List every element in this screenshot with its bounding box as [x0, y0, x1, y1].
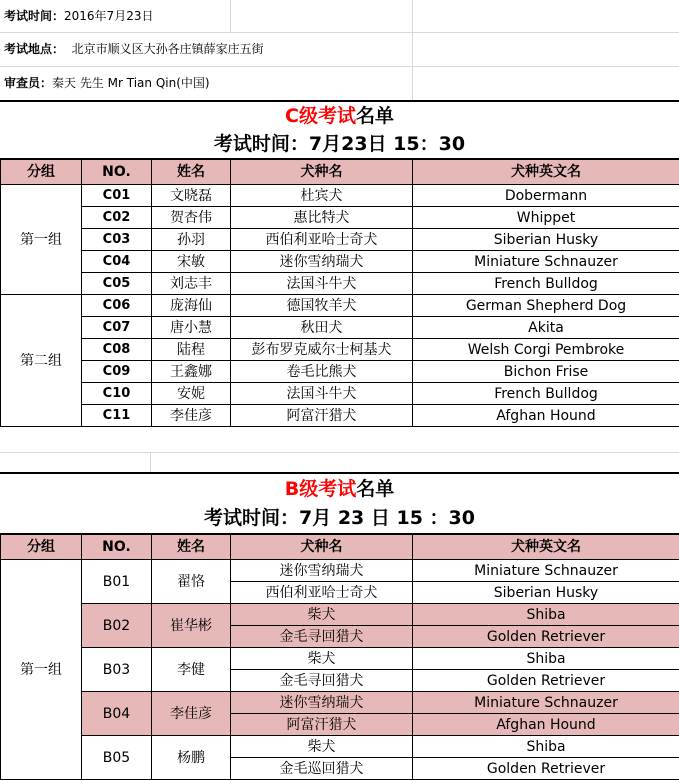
- table-row: [1, 405, 679, 427]
- breed-cell[interactable]: 德国牧羊犬: [231, 295, 413, 317]
- b-exam-time[interactable]: 考试时间：7月 23 日 15 ：30: [0, 502, 679, 534]
- name-cell[interactable]: 贺杏伟: [152, 207, 231, 229]
- no-cell[interactable]: C09: [82, 361, 152, 383]
- breed-cell[interactable]: 卷毛比熊犬: [231, 361, 413, 383]
- breed-header[interactable]: 犬种名: [231, 160, 413, 185]
- group-cell[interactable]: 第一组: [1, 560, 82, 780]
- breed-en-header[interactable]: 犬种英文名: [413, 160, 679, 185]
- table-row: [1, 185, 679, 207]
- breed-cell[interactable]: 彭布罗克威尔士柯基犬: [231, 339, 413, 361]
- breed-en-cell[interactable]: Miniature Schnauzer: [413, 560, 679, 582]
- name-cell[interactable]: 庞海仙: [152, 295, 231, 317]
- breed-cell[interactable]: 法国斗牛犬: [231, 273, 413, 295]
- no-cell[interactable]: C08: [82, 339, 152, 361]
- name-header[interactable]: 姓名: [152, 160, 231, 185]
- c-section-title[interactable]: [0, 100, 679, 130]
- table-row: [1, 560, 679, 582]
- breed-en-header[interactable]: 犬种英文名: [413, 535, 679, 560]
- b-roster-table: [0, 534, 679, 780]
- exam-date-value: 2016年7月23日: [64, 9, 153, 23]
- no-cell[interactable]: B05: [82, 736, 152, 780]
- breed-en-cell[interactable]: Shiba: [413, 648, 679, 670]
- table-row: [1, 648, 679, 670]
- c-title-black: 名单: [356, 105, 394, 127]
- table-row: [1, 273, 679, 295]
- no-cell[interactable]: C06: [82, 295, 152, 317]
- name-cell[interactable]: 陆程: [152, 339, 231, 361]
- breed-en-cell[interactable]: Shiba: [413, 736, 679, 758]
- table-row: [1, 317, 679, 339]
- breed-cell[interactable]: 法国斗牛犬: [231, 383, 413, 405]
- name-cell[interactable]: 安妮: [152, 383, 231, 405]
- no-cell[interactable]: B03: [82, 648, 152, 692]
- no-cell[interactable]: C05: [82, 273, 152, 295]
- breed-en-cell[interactable]: Akita: [413, 317, 679, 339]
- group-header[interactable]: 分组: [1, 160, 82, 185]
- breed-en-cell[interactable]: Golden Retriever: [413, 670, 679, 692]
- table-row: [1, 207, 679, 229]
- breed-en-cell[interactable]: Afghan Hound: [413, 405, 679, 427]
- no-header[interactable]: NO.: [82, 160, 152, 185]
- group-cell[interactable]: 第二组: [1, 295, 82, 427]
- no-cell[interactable]: B04: [82, 692, 152, 736]
- breed-en-cell[interactable]: French Bulldog: [413, 273, 679, 295]
- name-cell[interactable]: 崔华彬: [152, 604, 231, 648]
- breed-en-cell[interactable]: Welsh Corgi Pembroke: [413, 339, 679, 361]
- c-exam-time[interactable]: 考试时间：7月23日 15：30: [0, 130, 679, 159]
- table-row: [1, 361, 679, 383]
- table-row: [1, 251, 679, 273]
- header-row: [1, 535, 679, 560]
- judge-label: 审查员：: [4, 76, 52, 90]
- group-header[interactable]: 分组: [1, 535, 82, 560]
- no-cell[interactable]: C01: [82, 185, 152, 207]
- breed-cell[interactable]: 柴犬: [231, 648, 413, 670]
- breed-cell[interactable]: 迷你雪纳瑞犬: [231, 251, 413, 273]
- name-cell[interactable]: 孙羽: [152, 229, 231, 251]
- breed-cell[interactable]: 秋田犬: [231, 317, 413, 339]
- exam-place-value: 北京市顺义区大孙各庄镇薛家庄五街: [72, 42, 264, 56]
- table-row: [1, 295, 679, 317]
- name-cell[interactable]: 李佳彦: [152, 405, 231, 427]
- exam-place-cell[interactable]: [0, 33, 264, 65]
- name-cell[interactable]: 翟恪: [152, 560, 231, 604]
- breed-cell[interactable]: 金毛寻回猎犬: [231, 626, 413, 648]
- breed-header[interactable]: 犬种名: [231, 535, 413, 560]
- no-cell[interactable]: B01: [82, 560, 152, 604]
- no-cell[interactable]: C02: [82, 207, 152, 229]
- judge-value: 秦天 先生 Mr Tian Qin(中国): [52, 76, 210, 90]
- table-row: [1, 692, 679, 714]
- name-cell[interactable]: 李健: [152, 648, 231, 692]
- breed-cell[interactable]: 金毛寻回猎犬: [231, 670, 413, 692]
- breed-en-cell[interactable]: Siberian Husky: [413, 582, 679, 604]
- name-cell[interactable]: 唐小慧: [152, 317, 231, 339]
- name-cell[interactable]: 王鑫娜: [152, 361, 231, 383]
- breed-en-cell[interactable]: Bichon Frise: [413, 361, 679, 383]
- no-cell[interactable]: C03: [82, 229, 152, 251]
- breed-en-cell[interactable]: Miniature Schnauzer: [413, 251, 679, 273]
- group-cell[interactable]: 第一组: [1, 185, 82, 295]
- b-title-red: B级考试: [285, 478, 356, 500]
- name-cell[interactable]: 文晓磊: [152, 185, 231, 207]
- c-roster-table: [0, 159, 679, 427]
- breed-en-cell[interactable]: Miniature Schnauzer: [413, 692, 679, 714]
- table-row: [1, 229, 679, 251]
- exam-date-label: 考试时间：: [4, 9, 64, 23]
- breed-en-cell[interactable]: Shiba: [413, 604, 679, 626]
- breed-cell[interactable]: 迷你雪纳瑞犬: [231, 560, 413, 582]
- name-cell[interactable]: 宋敏: [152, 251, 231, 273]
- breed-en-cell[interactable]: Afghan Hound: [413, 714, 679, 736]
- breed-cell[interactable]: 杜宾犬: [231, 185, 413, 207]
- name-header[interactable]: 姓名: [152, 535, 231, 560]
- table-row: [1, 604, 679, 626]
- breed-cell[interactable]: 阿富汗猎犬: [231, 405, 413, 427]
- breed-en-cell[interactable]: French Bulldog: [413, 383, 679, 405]
- breed-en-cell[interactable]: Golden Retriever: [413, 758, 679, 780]
- name-cell[interactable]: 刘志丰: [152, 273, 231, 295]
- breed-cell[interactable]: 阿富汗猎犬: [231, 714, 413, 736]
- judge-cell[interactable]: [0, 67, 210, 99]
- name-cell[interactable]: 李佳彦: [152, 692, 231, 736]
- table-row: [1, 383, 679, 405]
- no-cell[interactable]: C10: [82, 383, 152, 405]
- table-row: [1, 736, 679, 758]
- no-cell[interactable]: C11: [82, 405, 152, 427]
- b-section-title[interactable]: [0, 472, 679, 502]
- breed-cell[interactable]: 柴犬: [231, 604, 413, 626]
- no-cell[interactable]: B02: [82, 604, 152, 648]
- breed-cell[interactable]: 西伯利亚哈士奇犬: [231, 582, 413, 604]
- breed-cell[interactable]: 金毛巡回猎犬: [231, 758, 413, 780]
- breed-en-cell[interactable]: German Shepherd Dog: [413, 295, 679, 317]
- no-cell[interactable]: C07: [82, 317, 152, 339]
- breed-en-cell[interactable]: Whippet: [413, 207, 679, 229]
- b-title-black: 名单: [356, 478, 394, 500]
- breed-cell[interactable]: 惠比特犬: [231, 207, 413, 229]
- breed-cell[interactable]: 西伯利亚哈士奇犬: [231, 229, 413, 251]
- exam-place-label: 考试地点：: [4, 42, 64, 56]
- table-row: [1, 339, 679, 361]
- breed-en-cell[interactable]: Golden Retriever: [413, 626, 679, 648]
- c-title-red: C级考试: [285, 105, 356, 127]
- name-cell[interactable]: 杨鹏: [152, 736, 231, 780]
- breed-cell[interactable]: 迷你雪纳瑞犬: [231, 692, 413, 714]
- exam-date-cell[interactable]: [0, 0, 153, 32]
- header-row: [1, 160, 679, 185]
- breed-cell[interactable]: 柴犬: [231, 736, 413, 758]
- no-cell[interactable]: C04: [82, 251, 152, 273]
- breed-en-cell[interactable]: Siberian Husky: [413, 229, 679, 251]
- breed-en-cell[interactable]: Dobermann: [413, 185, 679, 207]
- no-header[interactable]: NO.: [82, 535, 152, 560]
